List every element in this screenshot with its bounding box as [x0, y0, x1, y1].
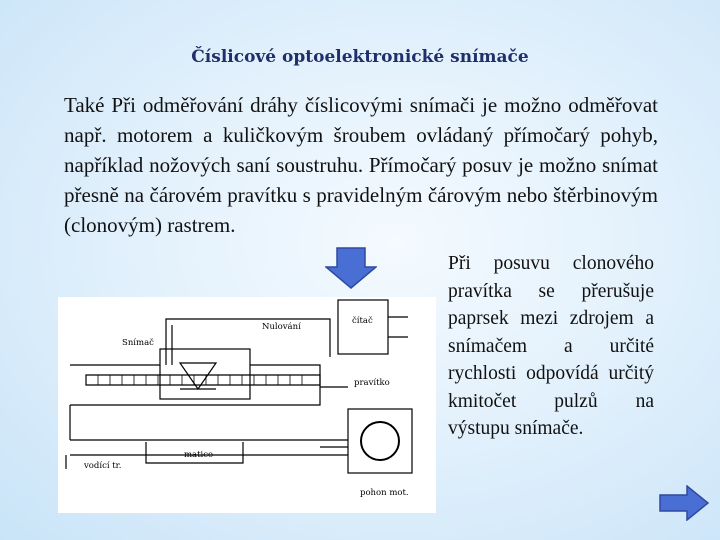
down-arrow-icon [325, 247, 377, 289]
label-snimac: Snímač [122, 338, 154, 348]
label-vodici: vodící tr. [84, 461, 122, 471]
label-nulovani: Nulování [262, 322, 301, 332]
label-matice: matice [184, 450, 214, 460]
label-citac: čítač [352, 316, 373, 326]
sensor-diagram [58, 297, 436, 513]
sensor-diagram-drawing [58, 297, 436, 513]
side-paragraph: Při posuvu clonového pravítka se přerušuje paprsek mezi zdrojem a snímačem a určité rychlosti odpovídá určitý kmitočet pulzů na výstupu snímače. [448, 253, 654, 439]
slide-title: Číslicové optoelektronické snímače [191, 47, 529, 67]
next-arrow-icon[interactable] [659, 485, 709, 521]
label-pohon: pohon mot. [360, 488, 409, 498]
label-pravitko: pravítko [354, 378, 390, 388]
body-paragraph: Také Při odměřování dráhy číslicovými snímači je možno odměřovat např. motorem a kuličkovým šroubem ovládaný přímočarý pohyb, například nožových saní soustruhu. Přímočarý posuv je možno snímat přesně na čárovém pravítku s pravidelným čárovým nebo štěrbinovým (clonovým) rastrem. [64, 93, 658, 237]
